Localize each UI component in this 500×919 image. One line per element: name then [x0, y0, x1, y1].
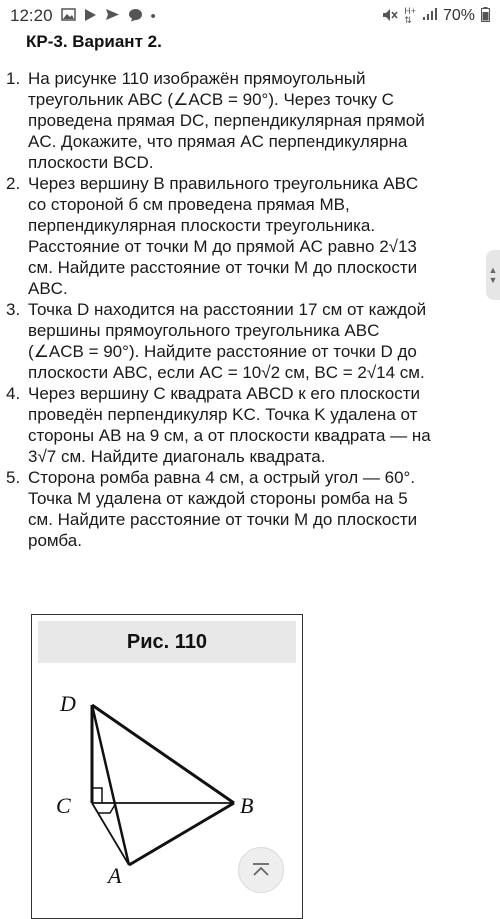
chevron-up-icon: ▲	[488, 265, 498, 275]
chat-icon	[128, 8, 143, 25]
task-text: Сторона ромба равна 4 см, а острый угол — 60°. Точка M удалена от каждой стороны ромба на 5 см. Найдите расстояние от точки M до плоскости ромба.	[28, 468, 418, 550]
chevron-up-icon	[250, 862, 272, 878]
task-number: 3.	[6, 300, 21, 319]
status-left	[10, 6, 156, 26]
task-number: 2.	[6, 174, 21, 193]
mute-icon	[382, 8, 398, 25]
task-item	[0, 467, 500, 551]
label-point-b: B	[240, 793, 254, 818]
segment-ab	[129, 803, 234, 865]
task-text: Точка D находится на расстоянии 17 см от каждой вершины прямоугольного треугольника ABC (∠ACB = 90°). Найдите расстояние от точки D до плоскости ABC, если AC = 10√2 см, BC = 2√14 см.	[28, 300, 427, 382]
task-item	[0, 299, 500, 383]
task-text: Через вершину B правильного треугольника ABC со стороной б см проведена прямая MB, перпендикулярная плоскости треугольника. Расстояние от точки M до прямой AC равно 2√13 см. Найдите расстояние от точки M до плоскости ABC.	[28, 174, 419, 298]
chevron-down-icon: ▼	[488, 275, 498, 285]
battery-level: 70%	[442, 7, 475, 24]
status-time: 12:20	[10, 6, 53, 25]
more-dots-icon: •	[150, 7, 156, 25]
send-icon	[105, 8, 120, 24]
status-right	[382, 7, 490, 25]
hplus-data-icon: H+ ⇅	[404, 6, 416, 25]
task-number: 4.	[6, 384, 21, 403]
label-point-d: D	[60, 691, 76, 716]
page-title: КР-3. Вариант 2.	[26, 32, 162, 51]
scroll-handle[interactable]	[486, 250, 500, 300]
task-list	[0, 68, 500, 551]
figure-caption: Рис. 110	[38, 621, 296, 663]
label-point-a: A	[108, 863, 122, 888]
task-number: 1.	[6, 69, 21, 88]
task-item	[0, 68, 500, 173]
battery-icon	[481, 7, 490, 25]
signal-icon	[422, 8, 437, 24]
image-icon	[61, 8, 76, 24]
scroll-to-top-button[interactable]	[238, 847, 284, 893]
task-text: Через вершину C квадрата ABCD к его плоскости проведён перпендикуляр KC. Точка K удалена от стороны AB на 9 см, а от плоскости квадрата — на 3√7 см. Найдите диагональ квадрата.	[28, 384, 431, 466]
status-bar	[0, 0, 500, 32]
segment-db	[92, 705, 234, 803]
play-store-icon	[84, 8, 97, 25]
task-item	[0, 173, 500, 299]
task-item	[0, 383, 500, 467]
segment-da	[92, 705, 129, 865]
task-number: 5.	[6, 468, 21, 487]
task-text: На рисунке 110 изображён прямоугольный треугольник ABC (∠ACB = 90°). Через точку C проведена прямая DC, перпендикулярная прямой AC. Докажите, что прямая AC перпендикулярна плоскости BCD.	[28, 69, 425, 172]
right-angle-mark-acb	[98, 803, 116, 813]
label-point-c: C	[56, 793, 71, 818]
